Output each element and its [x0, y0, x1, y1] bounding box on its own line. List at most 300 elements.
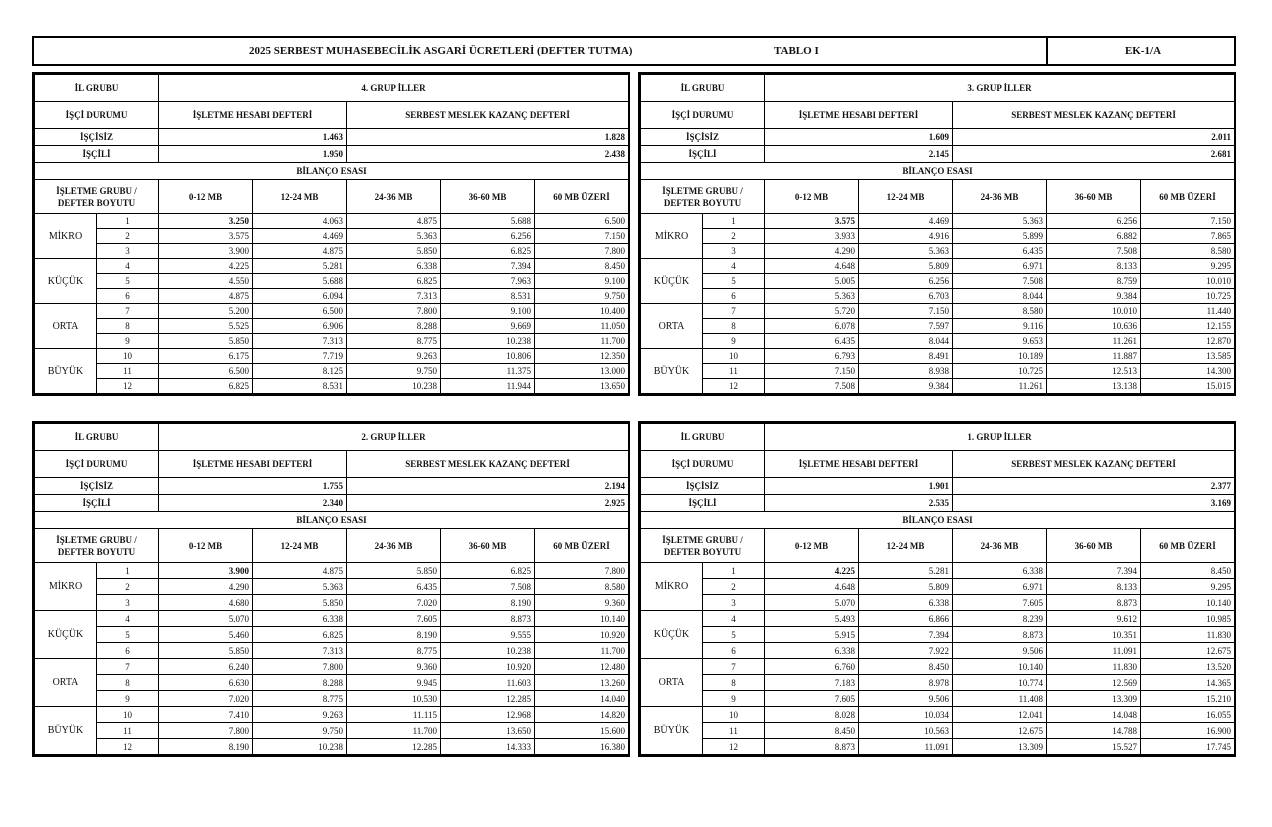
row-index: 11: [97, 364, 159, 379]
size-col-header: 36-60 MB: [1047, 529, 1141, 563]
row-index: 11: [97, 723, 159, 739]
row-index: 3: [703, 595, 765, 611]
fee-value: 6.882: [1047, 229, 1141, 244]
group-label: BÜYÜK: [35, 349, 97, 394]
fee-value: 10.010: [1141, 274, 1235, 289]
fee-value: 10.563: [859, 723, 953, 739]
fee-value: 8.044: [953, 289, 1047, 304]
row-index: 7: [703, 304, 765, 319]
fee-value: 14.048: [1047, 707, 1141, 723]
row-index: 10: [703, 707, 765, 723]
fee-value: 8.873: [765, 739, 859, 755]
table-row: [35, 274, 629, 289]
iscisiz-label: İŞÇİSİZ: [35, 478, 159, 495]
iscili-label: İŞÇİLİ: [35, 495, 159, 512]
fee-value: 16.055: [1141, 707, 1235, 723]
fee-value: 7.605: [347, 611, 441, 627]
fee-value: 8.028: [765, 707, 859, 723]
fee-value: 4.648: [765, 579, 859, 595]
isci-durumu-label: İŞÇİ DURUMU: [35, 451, 159, 478]
fee-value: 8.775: [347, 643, 441, 659]
fee-value: 14.788: [1047, 723, 1141, 739]
fee-value: 10.725: [1141, 289, 1235, 304]
fee-value: 6.500: [159, 364, 253, 379]
fee-value: 4.875: [159, 289, 253, 304]
fee-value: 9.100: [441, 304, 535, 319]
table-row: [641, 739, 1235, 755]
table-row: [641, 289, 1235, 304]
fee-value: 8.938: [859, 364, 953, 379]
fee-value: 11.700: [535, 643, 629, 659]
fee-value: 14.040: [535, 691, 629, 707]
fee-value: 5.070: [765, 595, 859, 611]
fee-value: 7.150: [765, 364, 859, 379]
row-index: 7: [97, 659, 159, 675]
group-name: 1. GRUP İLLER: [765, 424, 1235, 451]
size-col-header: 24-36 MB: [953, 180, 1047, 214]
fee-value: 5.363: [253, 579, 347, 595]
fee-value: 7.605: [953, 595, 1047, 611]
fee-value: 5.005: [765, 274, 859, 289]
group-label: KÜÇÜK: [35, 259, 97, 304]
fee-value: 6.500: [253, 304, 347, 319]
fee-value: 13.260: [535, 675, 629, 691]
fee-value: 10.920: [441, 659, 535, 675]
fee-value: 9.750: [535, 289, 629, 304]
fee-value: 5.281: [859, 563, 953, 579]
fee-value: 9.295: [1141, 579, 1235, 595]
fee-value: 6.825: [441, 244, 535, 259]
table-row: [641, 274, 1235, 289]
fee-value: 11.050: [535, 319, 629, 334]
fee-value: 8.873: [953, 627, 1047, 643]
fee-value: 4.063: [253, 214, 347, 229]
fee-value: 8.580: [1141, 244, 1235, 259]
isletme-hesabi-header: İŞLETME HESABI DEFTERİ: [159, 451, 347, 478]
group-label: MİKRO: [641, 563, 703, 611]
fee-value: 15.527: [1047, 739, 1141, 755]
size-col-header: 0-12 MB: [159, 529, 253, 563]
fee-value: 10.725: [953, 364, 1047, 379]
table-row: [641, 611, 1235, 627]
fee-value: 5.525: [159, 319, 253, 334]
iscili-label: İŞÇİLİ: [35, 146, 159, 163]
isci-durumu-label: İŞÇİ DURUMU: [641, 102, 765, 129]
fee-value: 7.800: [535, 563, 629, 579]
size-col-header: 12-24 MB: [859, 529, 953, 563]
iscisiz-label: İŞÇİSİZ: [35, 129, 159, 146]
fee-value: 7.800: [535, 244, 629, 259]
fee-value: 9.555: [441, 627, 535, 643]
fee-value: 12.480: [535, 659, 629, 675]
fee-value: 9.506: [859, 691, 953, 707]
size-col-header: 60 MB ÜZERİ: [1141, 180, 1235, 214]
fee-value: 6.760: [765, 659, 859, 675]
fee-value: 7.410: [159, 707, 253, 723]
fee-value: 14.820: [535, 707, 629, 723]
row-index: 2: [97, 229, 159, 244]
fee-value: 13.585: [1141, 349, 1235, 364]
fee-value: 11.091: [1047, 643, 1141, 659]
fee-value: 10.140: [535, 611, 629, 627]
fee-value: 6.240: [159, 659, 253, 675]
fee-value: 9.750: [253, 723, 347, 739]
fee-value: 8.125: [253, 364, 347, 379]
fee-value: 8.531: [441, 289, 535, 304]
table-row: [35, 595, 629, 611]
il-grubu-label: İL GRUBU: [641, 75, 765, 102]
fee-value: 7.394: [859, 627, 953, 643]
table-row: [35, 739, 629, 755]
fee-value: 13.000: [535, 364, 629, 379]
iscisiz-label: İŞÇİSİZ: [641, 129, 765, 146]
fee-value: 6.435: [953, 244, 1047, 259]
fee-value: 8.775: [253, 691, 347, 707]
fee-value: 12.350: [535, 349, 629, 364]
fee-value: 12.285: [441, 691, 535, 707]
fee-value: 11.830: [1141, 627, 1235, 643]
fee-value: 4.680: [159, 595, 253, 611]
fee-value: 7.020: [159, 691, 253, 707]
table-row: [35, 563, 629, 579]
size-col-header: 36-60 MB: [441, 180, 535, 214]
table-row: [35, 214, 629, 229]
il-grubu-label: İL GRUBU: [641, 424, 765, 451]
fee-value: 7.150: [1141, 214, 1235, 229]
table-label: TABLO I: [774, 45, 819, 57]
row-index: 6: [703, 643, 765, 659]
iscisiz-serbest-value: 2.377: [953, 478, 1235, 495]
fee-value: 6.866: [859, 611, 953, 627]
serbest-meslek-header: SERBEST MESLEK KAZANÇ DEFTERİ: [347, 451, 629, 478]
isletme-hesabi-header: İŞLETME HESABI DEFTERİ: [159, 102, 347, 129]
fee-value: 15.210: [1141, 691, 1235, 707]
fee-value: 10.189: [953, 349, 1047, 364]
fee-value: 6.338: [859, 595, 953, 611]
fee-value: 7.800: [253, 659, 347, 675]
fee-value: 8.491: [859, 349, 953, 364]
fee-value: 10.238: [441, 334, 535, 349]
row-index: 5: [97, 627, 159, 643]
fee-value: 9.263: [347, 349, 441, 364]
fee-value: 11.115: [347, 707, 441, 723]
fee-value: 7.508: [1047, 244, 1141, 259]
fee-value: 5.809: [859, 579, 953, 595]
fee-value: 3.250: [159, 214, 253, 229]
table-row: [35, 643, 629, 659]
fee-value: 6.971: [953, 579, 1047, 595]
fee-value: 4.469: [859, 214, 953, 229]
fee-value: 4.469: [253, 229, 347, 244]
row-index: 3: [97, 244, 159, 259]
row-index: 5: [703, 627, 765, 643]
table-row: [35, 289, 629, 304]
fee-value: 12.675: [953, 723, 1047, 739]
fee-value: 3.933: [765, 229, 859, 244]
group-name: 4. GRUP İLLER: [159, 75, 629, 102]
fee-value: 11.261: [1047, 334, 1141, 349]
iscisiz-label: İŞÇİSİZ: [641, 478, 765, 495]
fee-value: 4.550: [159, 274, 253, 289]
row-index: 7: [97, 304, 159, 319]
fee-value: 7.183: [765, 675, 859, 691]
fee-value: 10.140: [1141, 595, 1235, 611]
fee-value: 7.597: [859, 319, 953, 334]
fee-value: 15.600: [535, 723, 629, 739]
panel-grup-1: [638, 421, 1236, 757]
table-row: [35, 244, 629, 259]
row-index: 5: [97, 274, 159, 289]
fee-value: 16.380: [535, 739, 629, 755]
fee-value: 5.460: [159, 627, 253, 643]
fee-value: 4.225: [159, 259, 253, 274]
fee-value: 8.190: [159, 739, 253, 755]
table-row: [35, 627, 629, 643]
iscisiz-isletme-value: 1.755: [159, 478, 347, 495]
fee-value: 8.133: [1047, 579, 1141, 595]
fee-value: 10.806: [441, 349, 535, 364]
fee-value: 7.963: [441, 274, 535, 289]
isci-durumu-label: İŞÇİ DURUMU: [35, 102, 159, 129]
fee-value: 4.916: [859, 229, 953, 244]
table-row: [35, 364, 629, 379]
fee-value: 7.922: [859, 643, 953, 659]
fee-value: 6.338: [347, 259, 441, 274]
row-index: 10: [703, 349, 765, 364]
row-index: 8: [703, 675, 765, 691]
table-row: [641, 563, 1235, 579]
fee-value: 7.800: [347, 304, 441, 319]
size-col-header: 0-12 MB: [765, 529, 859, 563]
fee-value: 5.915: [765, 627, 859, 643]
fee-value: 11.261: [953, 379, 1047, 394]
fee-value: 8.288: [347, 319, 441, 334]
row-index: 9: [97, 334, 159, 349]
row-index: 12: [97, 379, 159, 394]
table-row: [35, 259, 629, 274]
size-col-header: 60 MB ÜZERİ: [535, 180, 629, 214]
fee-value: 9.506: [953, 643, 1047, 659]
fee-value: 6.793: [765, 349, 859, 364]
fee-value: 8.450: [535, 259, 629, 274]
fee-value: 7.313: [253, 334, 347, 349]
fee-value: 7.313: [347, 289, 441, 304]
fee-value: 6.094: [253, 289, 347, 304]
document-title-bar: [32, 36, 1236, 66]
size-col-header: 12-24 MB: [253, 529, 347, 563]
fee-value: 7.313: [253, 643, 347, 659]
fee-value: 7.508: [765, 379, 859, 394]
fee-value: 8.190: [441, 595, 535, 611]
table-row: [35, 349, 629, 364]
fee-value: 9.669: [441, 319, 535, 334]
row-index: 7: [703, 659, 765, 675]
fee-value: 5.688: [441, 214, 535, 229]
size-col-header: 0-12 MB: [765, 180, 859, 214]
fee-value: 11.408: [953, 691, 1047, 707]
fee-value: 9.295: [1141, 259, 1235, 274]
row-index: 9: [97, 691, 159, 707]
group-label: ORTA: [641, 659, 703, 707]
group-label: MİKRO: [35, 563, 97, 611]
fee-value: 8.580: [535, 579, 629, 595]
row-index: 4: [97, 259, 159, 274]
bilanco-esasi-header: BİLANÇO ESASI: [641, 163, 1235, 180]
row-index: 2: [703, 229, 765, 244]
fee-value: 6.256: [441, 229, 535, 244]
iscili-serbest-value: 2.925: [347, 495, 629, 512]
fee-value: 12.675: [1141, 643, 1235, 659]
row-index: 1: [97, 214, 159, 229]
group-label: BÜYÜK: [35, 707, 97, 755]
row-index: 1: [97, 563, 159, 579]
table-row: [641, 319, 1235, 334]
group-label: MİKRO: [35, 214, 97, 259]
isletme-grubu-header: İŞLETME GRUBU / DEFTER BOYUTU: [641, 180, 765, 214]
panel-grup-4: [32, 72, 630, 396]
fee-value: 7.800: [159, 723, 253, 739]
size-col-header: 12-24 MB: [253, 180, 347, 214]
row-index: 9: [703, 691, 765, 707]
table-row: [35, 229, 629, 244]
table-row: [641, 659, 1235, 675]
size-col-header: 36-60 MB: [441, 529, 535, 563]
row-index: 4: [703, 259, 765, 274]
fee-value: 7.865: [1141, 229, 1235, 244]
bilanco-esasi-header: BİLANÇO ESASI: [641, 512, 1235, 529]
fee-value: 7.508: [441, 579, 535, 595]
fee-value: 11.700: [347, 723, 441, 739]
fee-value: 3.575: [159, 229, 253, 244]
fee-value: 4.290: [765, 244, 859, 259]
fee-value: 7.150: [859, 304, 953, 319]
row-index: 12: [703, 739, 765, 755]
fee-value: 8.580: [953, 304, 1047, 319]
row-index: 4: [97, 611, 159, 627]
fee-value: 12.285: [347, 739, 441, 755]
group-label: ORTA: [35, 304, 97, 349]
fee-value: 9.116: [953, 319, 1047, 334]
row-index: 3: [703, 244, 765, 259]
iscili-isletme-value: 2.535: [765, 495, 953, 512]
row-index: 2: [703, 579, 765, 595]
row-index: 10: [97, 349, 159, 364]
iscisiz-serbest-value: 1.828: [347, 129, 629, 146]
fee-value: 17.745: [1141, 739, 1235, 755]
fee-value: 3.900: [159, 244, 253, 259]
fee-value: 11.830: [1047, 659, 1141, 675]
fee-value: 7.508: [953, 274, 1047, 289]
fee-value: 12.513: [1047, 364, 1141, 379]
fee-value: 4.875: [347, 214, 441, 229]
table-row: [35, 611, 629, 627]
table-row: [641, 579, 1235, 595]
fee-value: 10.034: [859, 707, 953, 723]
fee-value: 6.825: [441, 563, 535, 579]
iscili-serbest-value: 2.681: [953, 146, 1235, 163]
iscili-isletme-value: 2.340: [159, 495, 347, 512]
group-label: ORTA: [641, 304, 703, 349]
fee-value: 10.774: [953, 675, 1047, 691]
fee-value: 8.044: [859, 334, 953, 349]
fee-value: 11.603: [441, 675, 535, 691]
document-title: 2025 SERBEST MUHASEBECİLİK ASGARİ ÜCRETLERİ (DEFTER TUTMA): [249, 45, 633, 57]
table-row: [35, 379, 629, 394]
fee-value: 9.100: [535, 274, 629, 289]
fee-value: 4.225: [765, 563, 859, 579]
group-label: KÜÇÜK: [641, 259, 703, 304]
isletme-hesabi-header: İŞLETME HESABI DEFTERİ: [765, 451, 953, 478]
fee-value: 15.015: [1141, 379, 1235, 394]
fee-value: 5.850: [253, 595, 347, 611]
iscili-isletme-value: 1.950: [159, 146, 347, 163]
row-index: 8: [97, 319, 159, 334]
fee-value: 5.363: [347, 229, 441, 244]
fee-value: 11.887: [1047, 349, 1141, 364]
fee-value: 5.281: [253, 259, 347, 274]
isletme-hesabi-header: İŞLETME HESABI DEFTERİ: [765, 102, 953, 129]
fee-value: 8.288: [253, 675, 347, 691]
fee-value: 9.750: [347, 364, 441, 379]
fee-value: 6.630: [159, 675, 253, 691]
fee-value: 11.944: [441, 379, 535, 394]
row-index: 10: [97, 707, 159, 723]
table-row: [35, 319, 629, 334]
iscisiz-isletme-value: 1.609: [765, 129, 953, 146]
fee-value: 4.290: [159, 579, 253, 595]
iscili-label: İŞÇİLİ: [641, 146, 765, 163]
fee-value: 8.759: [1047, 274, 1141, 289]
fee-value: 8.873: [441, 611, 535, 627]
fee-value: 5.899: [953, 229, 1047, 244]
table-row: [641, 349, 1235, 364]
table-row: [641, 214, 1235, 229]
size-col-header: 24-36 MB: [347, 529, 441, 563]
fee-value: 14.300: [1141, 364, 1235, 379]
row-index: 6: [97, 643, 159, 659]
fee-value: 5.809: [859, 259, 953, 274]
table-row: [641, 304, 1235, 319]
fee-value: 10.400: [535, 304, 629, 319]
fee-value: 5.493: [765, 611, 859, 627]
appendix-label: EK-1/A: [1046, 38, 1238, 64]
group-label: BÜYÜK: [641, 707, 703, 755]
fee-value: 13.138: [1047, 379, 1141, 394]
size-col-header: 12-24 MB: [859, 180, 953, 214]
fee-value: 5.850: [159, 643, 253, 659]
size-col-header: 60 MB ÜZERİ: [1141, 529, 1235, 563]
fee-value: 13.520: [1141, 659, 1235, 675]
table-row: [641, 627, 1235, 643]
fee-value: 6.971: [953, 259, 1047, 274]
group-label: KÜÇÜK: [35, 611, 97, 659]
row-index: 8: [703, 319, 765, 334]
table-row: [641, 334, 1235, 349]
fee-value: 8.978: [859, 675, 953, 691]
fee-value: 12.968: [441, 707, 535, 723]
fee-value: 5.070: [159, 611, 253, 627]
iscisiz-isletme-value: 1.463: [159, 129, 347, 146]
fee-value: 7.020: [347, 595, 441, 611]
fee-value: 9.653: [953, 334, 1047, 349]
table-row: [641, 229, 1235, 244]
fee-value: 10.238: [253, 739, 347, 755]
fee-value: 7.394: [1047, 563, 1141, 579]
fee-value: 5.363: [953, 214, 1047, 229]
fee-value: 5.363: [859, 244, 953, 259]
fee-value: 8.133: [1047, 259, 1141, 274]
fee-value: 6.825: [347, 274, 441, 289]
